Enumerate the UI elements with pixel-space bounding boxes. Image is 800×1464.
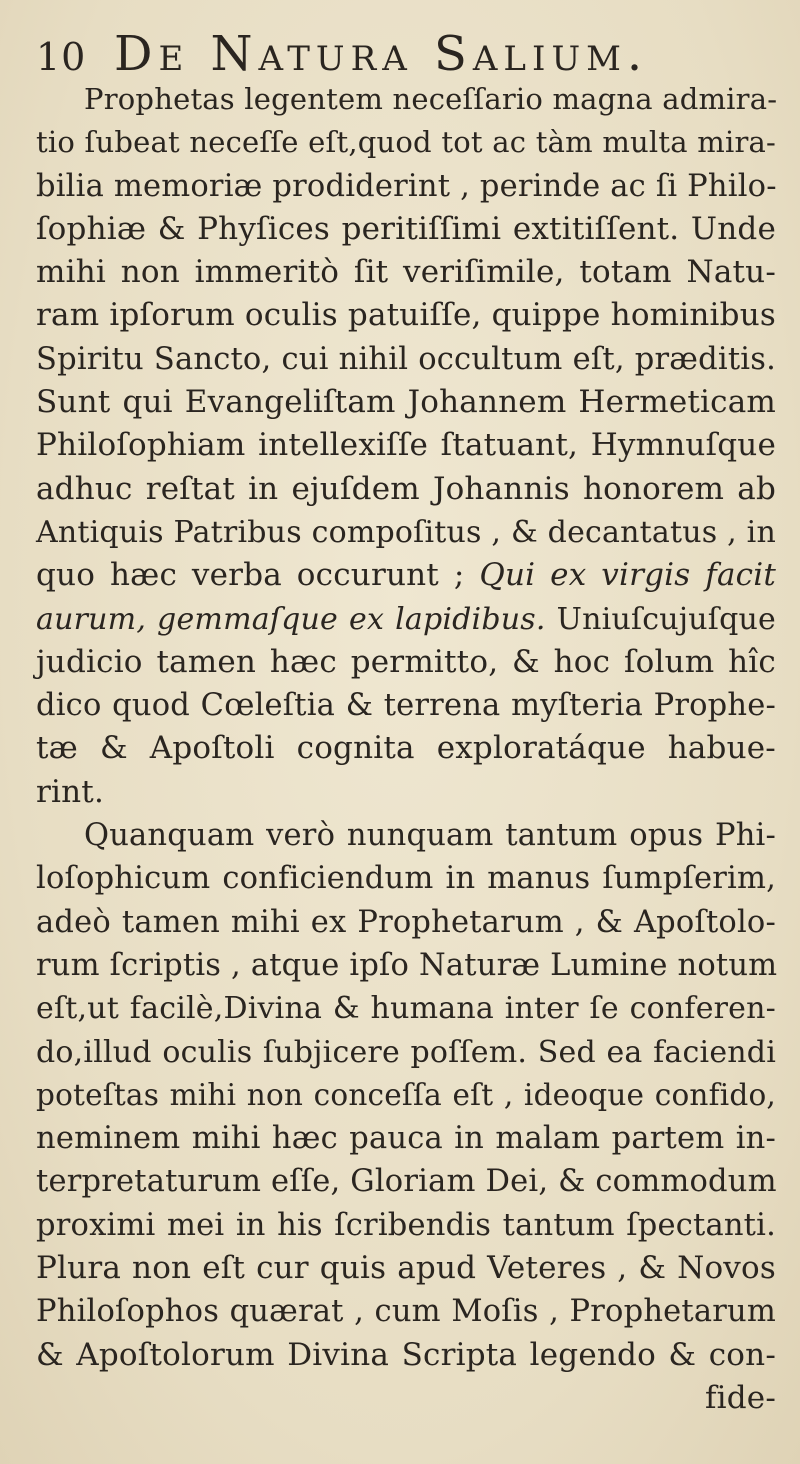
text-body: [36, 78, 776, 1420]
text-line: do,illud oculis ſubjicere poſſem. Sed ea faciendi: [36, 1034, 776, 1070]
text-line: ram ipſorum oculis patuiſſe, quippe hominibus: [36, 297, 776, 334]
text-line: rint.: [36, 773, 105, 810]
text-line: dico quod Cœleſtia & terrena myſteria Prophe-: [36, 688, 776, 724]
text-line: neminem mihi hæc pauca in malam partem in-: [36, 1121, 776, 1157]
text-line: eſt,ut facilè,Divina & humana inter ſe conferen-: [36, 991, 776, 1027]
text-fragment: quo hæc verba occurunt ;: [36, 557, 465, 594]
text-line: Plura non eſt cur quis apud Veteres , & Novos: [36, 1250, 776, 1287]
running-title: De Natura Salium.: [114, 26, 649, 82]
text-line: tæ & Apoſtoli cognita exploratáque habue-: [36, 730, 776, 767]
catchword: fide-: [704, 1379, 776, 1416]
text-line: bilia memoriæ prodiderint , perinde ac ſi Philo-: [36, 168, 777, 204]
text-line: Spiritu Sancto, cui nihil occultum eſt, præditis.: [36, 341, 776, 377]
text-line: poteſtas mihi non conceſſa eſt , ideoque confido,: [36, 1077, 776, 1112]
text-line: adeò tamen mihi ex Prophetarum , & Apoſtolo-: [36, 904, 776, 940]
text-line: Prophetas legentem neceſſario magna admira-: [84, 82, 778, 116]
page-number: 10: [36, 35, 87, 79]
text-line: Antiquis Patribus compoſitus , & decantatus , in: [36, 514, 776, 550]
text-line: [36, 554, 776, 597]
text-line: Sunt qui Evangeliſtam Johannem Hermeticam: [36, 384, 776, 421]
text-line: ſophiæ & Phyſices peritiſſimi extitiſſent. Unde: [36, 210, 776, 247]
text-line: loſophicum conficiendum in manus ſumpſerim,: [36, 861, 776, 897]
page-header: [36, 26, 648, 82]
text-line: tio ſubeat neceſſe eſt,quod tot ac tàm multa mira-: [36, 125, 776, 160]
text-line: terpretaturum eſſe, Gloriam Dei, & commodum: [36, 1164, 777, 1200]
quoted-hymn-part2: aurum, gemmaſque ex lapidibus.: [36, 601, 546, 637]
text-line: Philoſophos quærat , cum Moſis , Prophetarum: [36, 1294, 776, 1330]
text-line: judicio tamen hæc permitto, & hoc ſolum hîc: [36, 643, 776, 680]
text-line: [36, 598, 776, 641]
text-line: Quanquam verò nunquam tantum opus Phi-: [84, 818, 776, 854]
text-fragment: Uniuſcujuſque: [556, 601, 776, 637]
text-line: & Apoſtolorum Divina Scripta legendo & con-: [36, 1336, 776, 1373]
text-line: adhuc reſtat in ejuſdem Johannis honorem ab: [36, 470, 776, 507]
text-line: mihi non immeritò ſit veriſimile, totam Natu-: [36, 254, 776, 291]
text-line: rum ſcriptis , atque ipſo Naturæ Lumine notum: [36, 947, 778, 983]
text-line: proximi mei in his ſcribendis tantum ſpectanti.: [36, 1207, 776, 1243]
quoted-hymn-part1: Qui ex virgis facit: [479, 557, 776, 594]
text-line: Philoſophiam intellexiſſe ſtatuant, Hymnuſque: [36, 427, 776, 464]
